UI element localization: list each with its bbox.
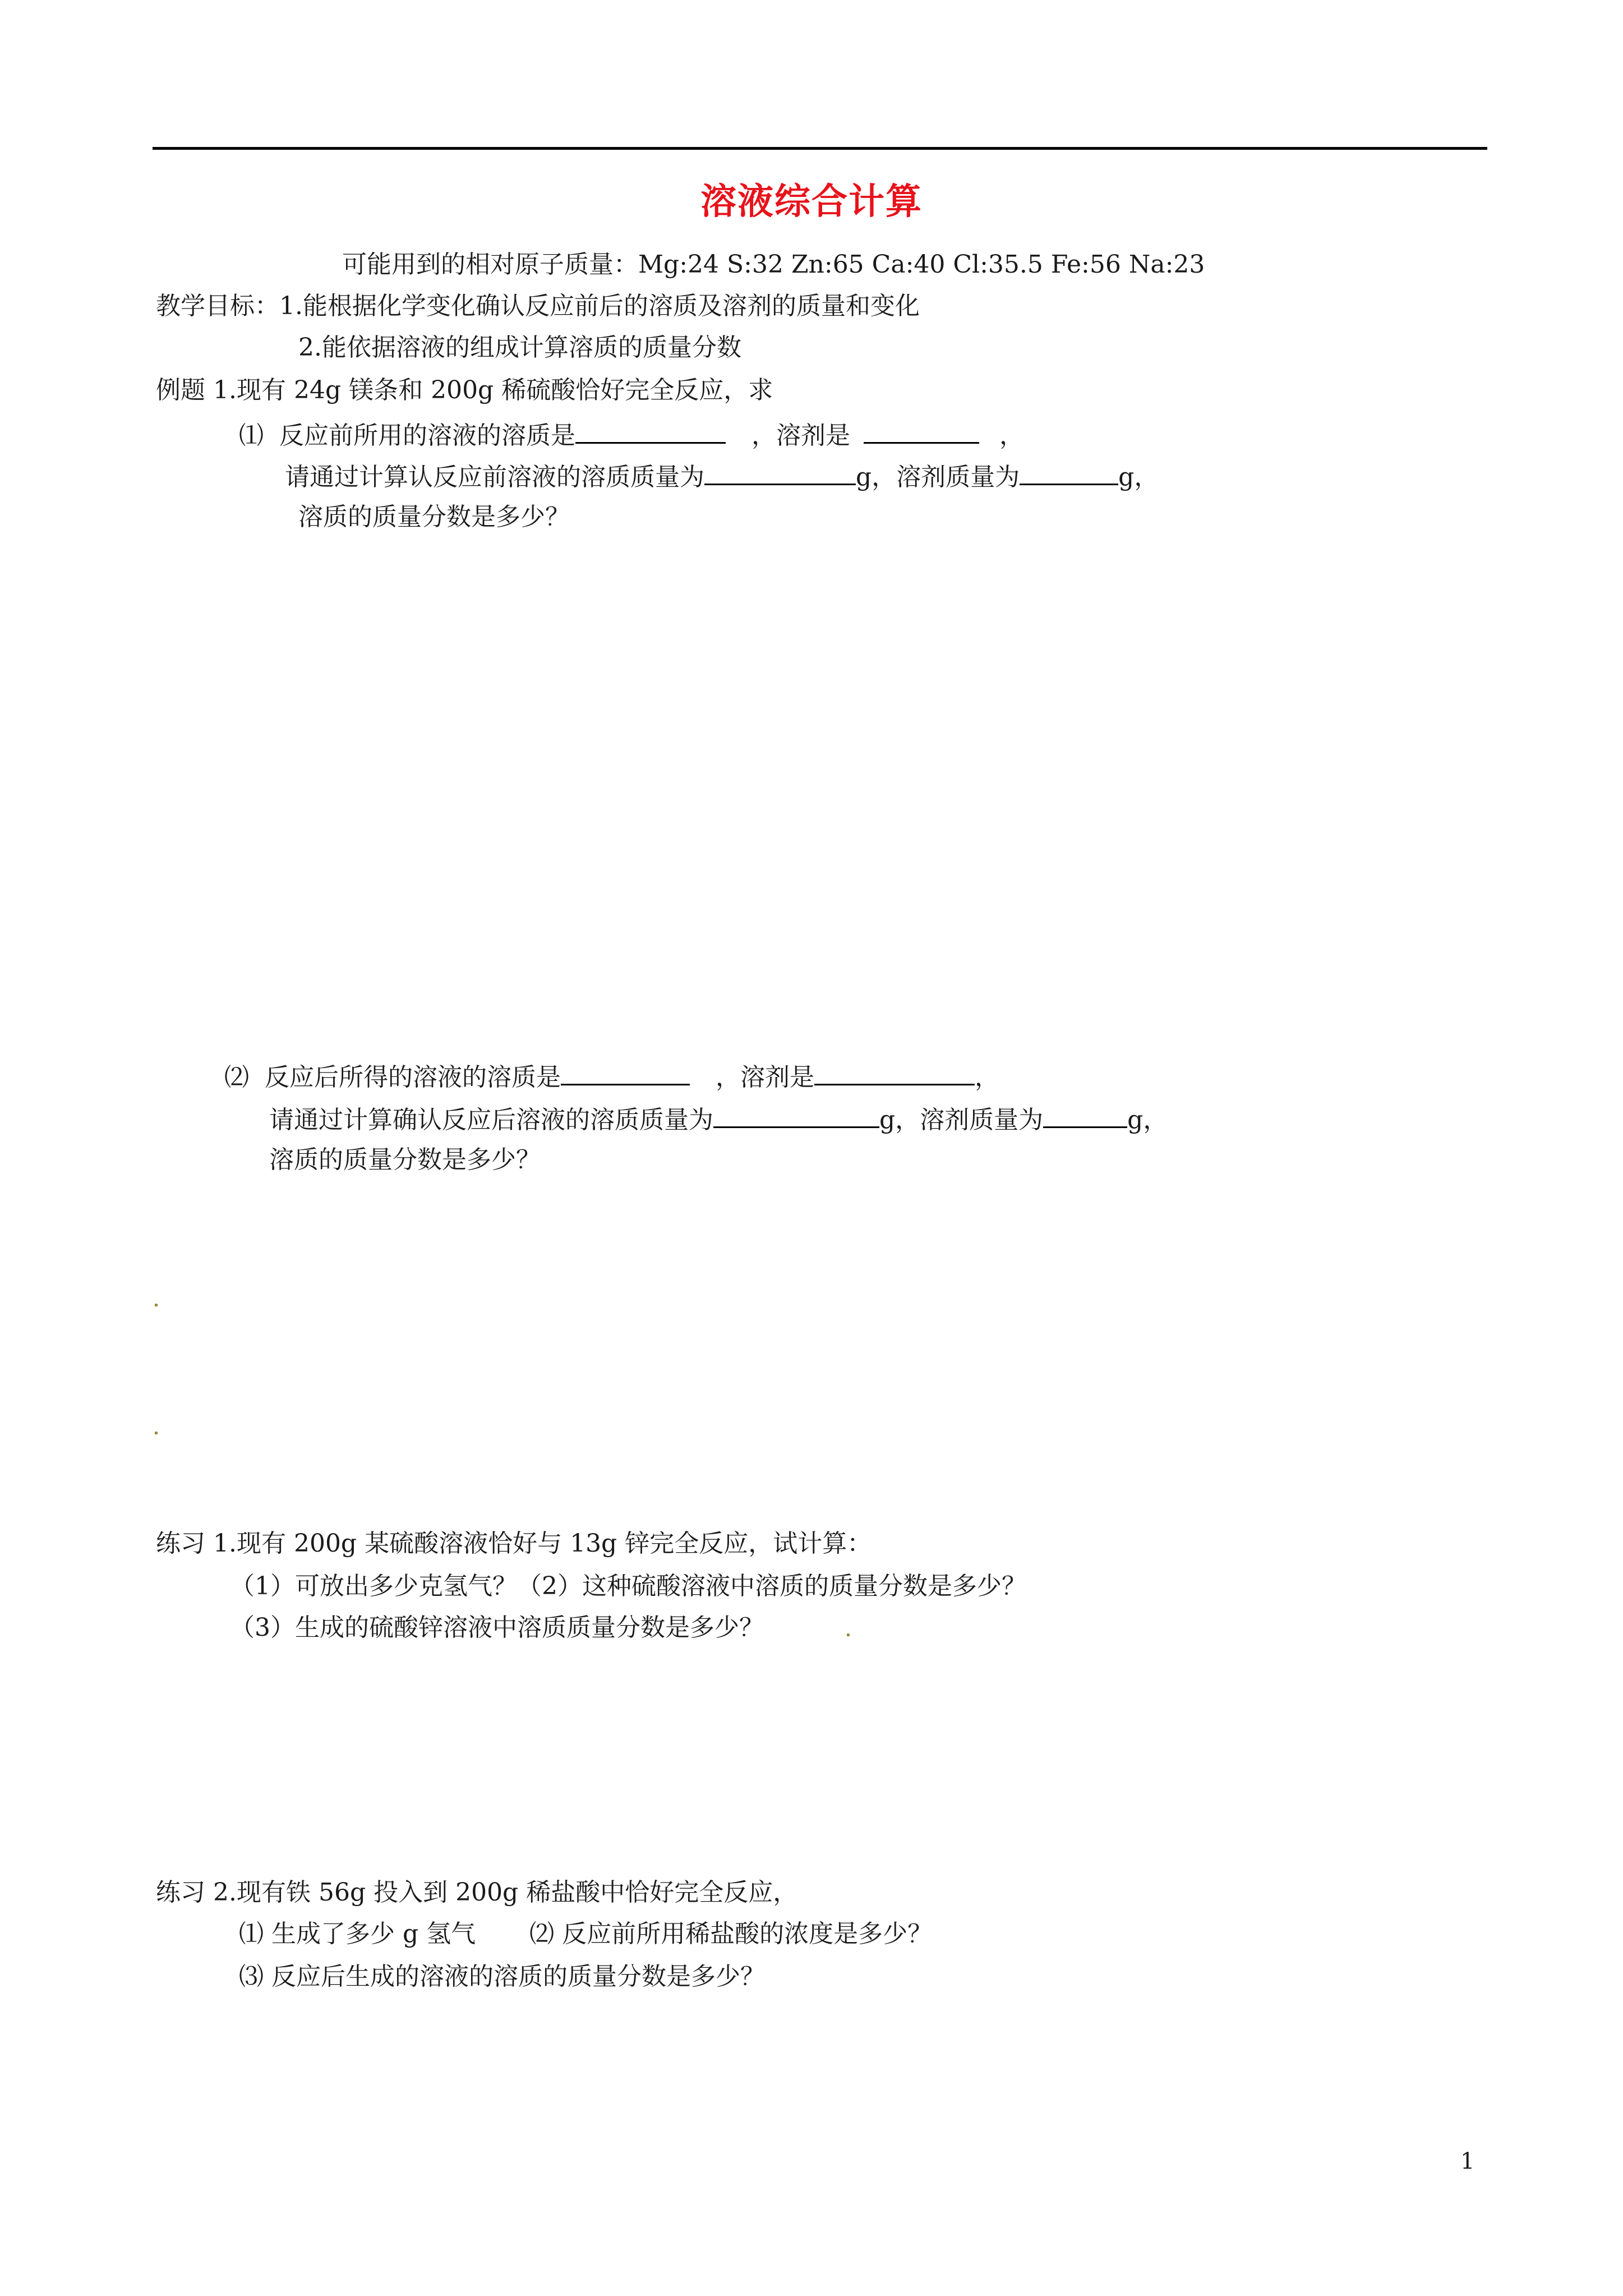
example1-part2-solute-blank[interactable] [561, 1059, 690, 1085]
example1-part2-question: 溶质的质量分数是多少？ [269, 1145, 541, 1174]
exercise2-question-3: ⑶ 反应后生成的溶液的溶质的质量分数是多少？ [239, 1962, 765, 1991]
exercise1-stem: 练习 1.现有 200g 某硫酸溶液恰好与 13g 锌完全反应，试计算： [156, 1529, 872, 1558]
example1-part1-unit: g， [1118, 463, 1159, 491]
teaching-goal-1: 1.能根据化学变化确认反应前后的溶质及溶剂的质量和变化 [279, 292, 920, 320]
example1-part1-mass-prompt: 请通过计算认反应前溶液的溶质质量为 [285, 463, 704, 491]
example1-part1-solute-blank[interactable] [575, 417, 726, 444]
example1-part1-solvent-prompt: ，溶剂是 [751, 421, 850, 450]
stray-mark [155, 1432, 158, 1434]
exercise2-stem: 练习 2.现有铁 56g 投入到 200g 稀盐酸中恰好完全反应， [156, 1878, 798, 1907]
example1-part2-solvent-blank[interactable] [814, 1059, 975, 1085]
example1-part2-mass-prompt: 请通过计算确认反应后溶液的溶质质量为 [269, 1106, 713, 1134]
example1-part2-solute-prompt: 反应后所得的溶液的溶质是 [265, 1063, 561, 1092]
example1-stem: 例题 1.现有 24g 镁条和 200g 稀硫酸恰好完全反应，求 [156, 376, 773, 404]
page-number: 1 [1460, 2148, 1475, 2174]
exercise2-question-row1 [239, 1918, 932, 1950]
example1-part2-solvent-mass-blank[interactable] [1043, 1102, 1127, 1128]
example1-part1-question: 溶质的质量分数是多少？ [298, 503, 570, 531]
example1-part1-comma: ， [999, 421, 1024, 450]
exercise2-question-1: ⑴ 生成了多少 g 氢气 [239, 1920, 476, 1948]
stray-mark [155, 1304, 158, 1306]
example1-part2-unit: g， [1127, 1106, 1168, 1134]
example1-part1-line1 [239, 417, 1024, 452]
example1-part1-number: ⑴ [239, 421, 264, 450]
header-rule [153, 147, 1487, 150]
example1-part2-number: ⑵ [224, 1063, 249, 1092]
example1-part2-line1 [224, 1059, 999, 1093]
example1-part1-solvent-blank[interactable] [864, 417, 979, 444]
exercise2-question-2: ⑵ 反应前所用稀盐酸的浓度是多少？ [529, 1920, 933, 1948]
exercise1-question-3: （3）生成的硫酸锌溶液中溶质质量分数是多少？ [230, 1613, 764, 1642]
example1-part1-solvent-mass-blank[interactable] [1020, 459, 1118, 485]
teaching-goal-2: 2.能依据溶液的组成计算溶质的质量分数 [298, 333, 741, 362]
example1-part1-line2 [285, 459, 1159, 493]
example1-part2-solvent-mass-prompt: g，溶剂质量为 [879, 1106, 1044, 1134]
example1-part1-solute-prompt: 反应前所用的溶液的溶质是 [279, 421, 575, 450]
example1-part1-solvent-mass-prompt: g，溶剂质量为 [856, 463, 1020, 491]
teaching-goals-label: 教学目标： [156, 292, 279, 320]
example1-part2-comma: ， [975, 1063, 999, 1092]
teaching-goals-line1 [156, 291, 920, 322]
exercise1-questions-1-2: （1）可放出多少克氢气？（2）这种硫酸溶液中溶质的质量分数是多少？ [230, 1572, 1026, 1600]
atomic-masses-line: 可能用到的相对原子质量：Mg:24 S:32 Zn:65 Ca:40 Cl:35.5 Fe:56 Na:23 [342, 250, 1205, 279]
example1-part2-solvent-prompt: ，溶剂是 [716, 1063, 814, 1092]
example1-part1-solute-mass-blank[interactable] [704, 459, 856, 485]
example1-part2-line2 [269, 1102, 1168, 1136]
example1-part2-solute-mass-blank[interactable] [713, 1102, 879, 1128]
document-title: 溶液综合计算 [700, 181, 923, 223]
stray-mark [847, 1634, 850, 1636]
